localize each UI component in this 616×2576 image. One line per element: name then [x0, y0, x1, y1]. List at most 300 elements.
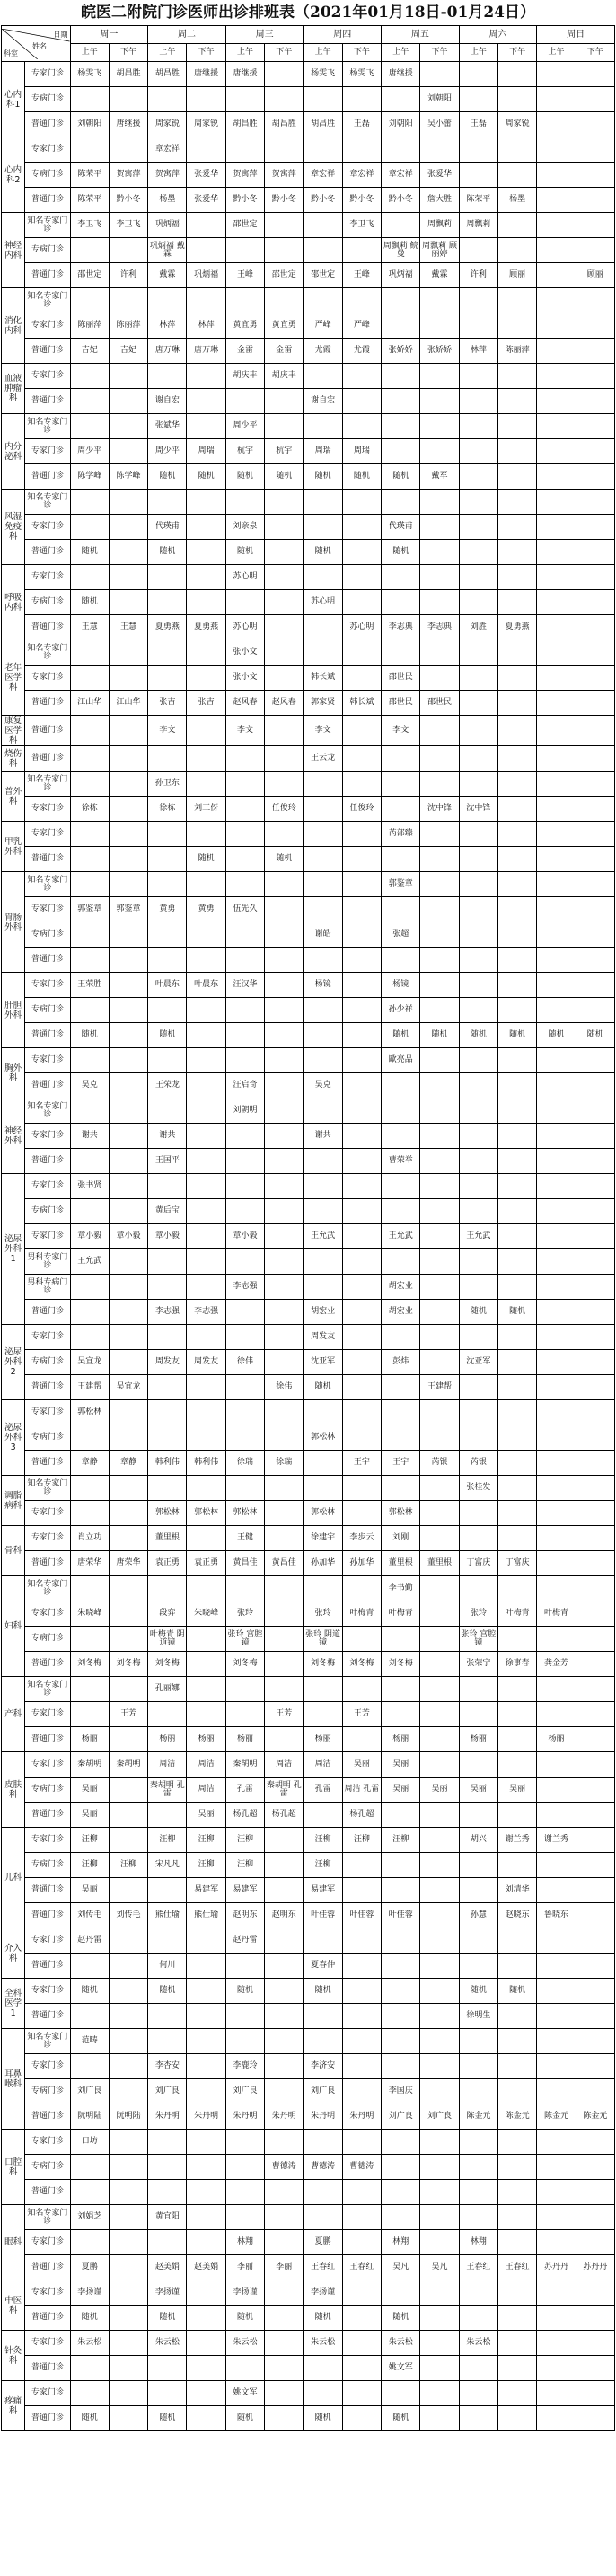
- schedule-cell: 秦胡明 孔雷: [148, 1778, 187, 1803]
- schedule-cell: 黄后宝: [148, 1199, 187, 1224]
- schedule-cell: [576, 1350, 614, 1375]
- half-day-header: 上午: [225, 44, 264, 62]
- schedule-cell: [304, 137, 342, 163]
- schedule-cell: [304, 2029, 342, 2054]
- schedule-cell: [342, 1249, 381, 1275]
- schedule-cell: 胡昌胜: [148, 62, 187, 87]
- schedule-cell: [187, 2356, 225, 2381]
- schedule-cell: [382, 1124, 420, 1149]
- schedule-cell: [304, 515, 342, 540]
- schedule-cell: [187, 1954, 225, 1979]
- schedule-cell: [148, 1375, 187, 1400]
- schedule-cell: 杨孔超: [225, 1803, 264, 1828]
- schedule-cell: 夏勇燕: [187, 615, 225, 640]
- schedule-cell: [70, 2230, 109, 2255]
- schedule-cell: 黄宜勇: [265, 313, 304, 339]
- schedule-cell: [576, 1853, 614, 1878]
- table-row: [2, 948, 615, 973]
- schedule-cell: 熊仕瑜: [187, 1903, 225, 1928]
- schedule-cell: 唐万琳: [187, 339, 225, 364]
- schedule-cell: [148, 2029, 187, 2054]
- schedule-cell: [459, 691, 497, 716]
- department-name: 介入科: [2, 1928, 25, 1979]
- schedule-cell: [459, 1174, 497, 1199]
- schedule-cell: 李文: [225, 716, 264, 746]
- schedule-cell: [420, 2079, 459, 2104]
- schedule-cell: [420, 1149, 459, 1174]
- schedule-cell: 芮银: [420, 1451, 459, 1476]
- schedule-cell: [109, 1803, 147, 1828]
- schedule-cell: [225, 1954, 264, 1979]
- schedule-cell: [576, 1878, 614, 1903]
- schedule-cell: 刘亲泉: [225, 515, 264, 540]
- schedule-cell: [420, 1199, 459, 1224]
- schedule-cell: [304, 2130, 342, 2155]
- schedule-cell: [382, 213, 420, 238]
- schedule-cell: [265, 1878, 304, 1903]
- schedule-cell: [420, 364, 459, 389]
- schedule-cell: 段弈: [148, 1601, 187, 1627]
- day-header: 周二: [148, 26, 226, 44]
- schedule-cell: 夏春仲: [304, 1954, 342, 1979]
- schedule-cell: 巩炳福: [382, 263, 420, 288]
- clinic-type: 普通门诊: [25, 1149, 70, 1174]
- schedule-cell: 刘传毛: [70, 1903, 109, 1928]
- schedule-cell: [497, 973, 536, 998]
- schedule-cell: [576, 1702, 614, 1727]
- schedule-cell: [459, 540, 497, 565]
- schedule-cell: 袁正勇: [187, 1551, 225, 1576]
- schedule-cell: 王允武: [70, 1249, 109, 1275]
- schedule-cell: 黔小冬: [225, 188, 264, 213]
- schedule-cell: 吴丽: [497, 1778, 536, 1803]
- schedule-cell: [420, 1526, 459, 1551]
- department-name: 皮肤科: [2, 1752, 25, 1828]
- department-name: 内分泌科: [2, 414, 25, 490]
- schedule-cell: [576, 2155, 614, 2180]
- schedule-cell: [459, 1853, 497, 1878]
- schedule-cell: 张爱华: [187, 163, 225, 188]
- schedule-cell: [459, 163, 497, 188]
- schedule-cell: [265, 565, 304, 590]
- schedule-cell: [420, 1073, 459, 1098]
- schedule-cell: [576, 847, 614, 872]
- schedule-cell: [576, 238, 614, 263]
- table-row: [2, 288, 615, 313]
- clinic-type: 普通门诊: [25, 716, 70, 746]
- schedule-table: [1, 25, 615, 2431]
- schedule-cell: [342, 1979, 381, 2004]
- schedule-cell: 徐栋: [70, 797, 109, 822]
- schedule-cell: [497, 2356, 536, 2381]
- schedule-cell: 巩炳福: [148, 213, 187, 238]
- schedule-cell: [576, 746, 614, 772]
- schedule-cell: 胡宏业: [304, 1300, 342, 1325]
- page-title: 皖医二附院门诊医师出诊排班表（2021年01月18日-01月24日）: [81, 4, 535, 22]
- schedule-cell: 黔小冬: [382, 188, 420, 213]
- clinic-type: 专家门诊: [25, 1526, 70, 1551]
- schedule-cell: 王春红: [342, 2255, 381, 2280]
- schedule-cell: [537, 973, 576, 998]
- schedule-cell: [497, 1702, 536, 1727]
- schedule-cell: [148, 1803, 187, 1828]
- schedule-cell: [459, 1073, 497, 1098]
- schedule-cell: [497, 1275, 536, 1300]
- schedule-cell: [382, 2280, 420, 2306]
- schedule-cell: 林翔: [225, 2230, 264, 2255]
- schedule-cell: 李志典: [382, 615, 420, 640]
- schedule-cell: [576, 922, 614, 948]
- schedule-cell: [497, 238, 536, 263]
- table-row: [2, 615, 615, 640]
- schedule-cell: 李志强: [148, 1300, 187, 1325]
- schedule-cell: [382, 2029, 420, 2054]
- schedule-cell: [497, 922, 536, 948]
- schedule-cell: [265, 1174, 304, 1199]
- schedule-cell: [265, 1350, 304, 1375]
- schedule-cell: 曹德涛: [265, 2155, 304, 2180]
- schedule-cell: 随机: [304, 2406, 342, 2431]
- schedule-cell: 随机: [225, 540, 264, 565]
- schedule-cell: [109, 2130, 147, 2155]
- schedule-cell: 李鹿玲: [225, 2054, 264, 2079]
- schedule-cell: [109, 1249, 147, 1275]
- schedule-cell: [109, 2079, 147, 2104]
- schedule-cell: [420, 540, 459, 565]
- schedule-cell: 朱云松: [225, 2331, 264, 2356]
- schedule-cell: [382, 1627, 420, 1652]
- schedule-cell: [70, 288, 109, 313]
- schedule-cell: [497, 1350, 536, 1375]
- schedule-cell: 胡宏业: [382, 1300, 420, 1325]
- table-row: [2, 2356, 615, 2381]
- schedule-cell: 汪柳: [187, 1828, 225, 1853]
- schedule-cell: 张小文: [225, 666, 264, 691]
- schedule-cell: [576, 590, 614, 615]
- schedule-cell: [497, 716, 536, 746]
- schedule-cell: 唐继援: [382, 62, 420, 87]
- schedule-cell: [537, 2306, 576, 2331]
- schedule-cell: [382, 1878, 420, 1903]
- schedule-cell: [459, 666, 497, 691]
- schedule-cell: 随机: [70, 2306, 109, 2331]
- schedule-cell: 杨丽: [304, 1727, 342, 1752]
- schedule-cell: [304, 822, 342, 847]
- schedule-cell: 江山华: [70, 691, 109, 716]
- schedule-cell: [576, 389, 614, 414]
- half-day-header: 下午: [420, 44, 459, 62]
- schedule-cell: [225, 1576, 264, 1601]
- schedule-cell: [459, 822, 497, 847]
- schedule-cell: [342, 922, 381, 948]
- schedule-cell: [459, 1576, 497, 1601]
- schedule-cell: 随机: [576, 1023, 614, 1048]
- schedule-cell: [187, 2205, 225, 2230]
- schedule-cell: [537, 1124, 576, 1149]
- schedule-cell: 孙加华: [304, 1551, 342, 1576]
- schedule-cell: [537, 2079, 576, 2104]
- schedule-cell: [187, 716, 225, 746]
- schedule-cell: [537, 998, 576, 1023]
- schedule-cell: 肖立功: [70, 1526, 109, 1551]
- schedule-cell: [109, 1954, 147, 1979]
- schedule-cell: 随机: [187, 464, 225, 490]
- table-row: [2, 1249, 615, 1275]
- schedule-cell: [265, 1727, 304, 1752]
- schedule-cell: [187, 565, 225, 590]
- table-row: [2, 590, 615, 615]
- schedule-cell: 林翔: [382, 2230, 420, 2255]
- schedule-cell: 汪柳: [304, 1828, 342, 1853]
- schedule-cell: 吴宜龙: [109, 1375, 147, 1400]
- clinic-type: 专病门诊: [25, 2079, 70, 2104]
- department-name: 骨科: [2, 1526, 25, 1576]
- schedule-cell: [109, 872, 147, 897]
- clinic-type: 普通门诊: [25, 2004, 70, 2029]
- schedule-cell: 李书勤: [382, 1576, 420, 1601]
- clinic-type: 专病门诊: [25, 1350, 70, 1375]
- schedule-cell: 郭鉴章: [70, 897, 109, 922]
- schedule-cell: [459, 1954, 497, 1979]
- schedule-cell: 董里根: [420, 1551, 459, 1576]
- schedule-cell: 金雷: [225, 339, 264, 364]
- schedule-cell: 张娇娇: [420, 339, 459, 364]
- schedule-cell: [342, 2356, 381, 2381]
- schedule-cell: [187, 2029, 225, 2054]
- schedule-cell: [576, 1526, 614, 1551]
- clinic-type: 专家门诊: [25, 2054, 70, 2079]
- schedule-cell: [537, 2406, 576, 2431]
- schedule-cell: [382, 772, 420, 797]
- schedule-cell: [109, 1601, 147, 1627]
- schedule-cell: [420, 2331, 459, 2356]
- schedule-cell: [187, 998, 225, 1023]
- schedule-cell: 王峰: [342, 263, 381, 288]
- schedule-cell: 胡昌胜: [304, 112, 342, 137]
- schedule-cell: 唐荣华: [70, 1551, 109, 1576]
- schedule-cell: [420, 2356, 459, 2381]
- schedule-cell: [537, 2004, 576, 2029]
- schedule-cell: [109, 1828, 147, 1853]
- schedule-cell: 随机: [304, 540, 342, 565]
- schedule-cell: [187, 872, 225, 897]
- schedule-cell: [342, 540, 381, 565]
- schedule-cell: [576, 1124, 614, 1149]
- schedule-cell: [420, 1174, 459, 1199]
- schedule-cell: 孙少祥: [382, 998, 420, 1023]
- half-day-header: 上午: [537, 44, 576, 62]
- schedule-cell: [109, 2381, 147, 2406]
- schedule-cell: [382, 1249, 420, 1275]
- schedule-cell: [576, 490, 614, 515]
- schedule-cell: [109, 1928, 147, 1954]
- schedule-cell: [187, 1627, 225, 1652]
- schedule-cell: [382, 389, 420, 414]
- schedule-cell: [109, 1778, 147, 1803]
- schedule-cell: [109, 948, 147, 973]
- schedule-cell: 王国平: [148, 1149, 187, 1174]
- table-row: [2, 1903, 615, 1928]
- department-name: 儿科: [2, 1828, 25, 1928]
- schedule-cell: 李卫飞: [109, 213, 147, 238]
- schedule-cell: [187, 2079, 225, 2104]
- schedule-cell: 周飘莉: [459, 213, 497, 238]
- schedule-cell: [109, 2406, 147, 2431]
- schedule-cell: 汪柳: [225, 1853, 264, 1878]
- schedule-cell: [342, 1727, 381, 1752]
- schedule-cell: 随机: [265, 464, 304, 490]
- table-row: [2, 1853, 615, 1878]
- schedule-cell: 熊仕瑜: [148, 1903, 187, 1928]
- schedule-cell: [537, 1350, 576, 1375]
- schedule-cell: [420, 2306, 459, 2331]
- schedule-cell: [70, 2054, 109, 2079]
- schedule-cell: [420, 1576, 459, 1601]
- schedule-cell: [187, 1375, 225, 1400]
- schedule-cell: [537, 1878, 576, 1903]
- schedule-cell: [265, 1199, 304, 1224]
- schedule-cell: 孙慧: [459, 1903, 497, 1928]
- clinic-type: 专家门诊: [25, 1928, 70, 1954]
- table-row: [2, 1174, 615, 1199]
- schedule-cell: [187, 1149, 225, 1174]
- schedule-cell: [265, 2230, 304, 2255]
- schedule-cell: [187, 1073, 225, 1098]
- schedule-cell: [342, 490, 381, 515]
- schedule-cell: 黔小冬: [265, 188, 304, 213]
- schedule-cell: [497, 1677, 536, 1702]
- schedule-cell: [109, 439, 147, 464]
- schedule-cell: [304, 87, 342, 112]
- schedule-cell: [537, 1476, 576, 1501]
- schedule-cell: [304, 1023, 342, 1048]
- schedule-cell: [576, 1778, 614, 1803]
- clinic-type: 普通门诊: [25, 1300, 70, 1325]
- schedule-cell: [497, 1752, 536, 1778]
- clinic-type: 专家门诊: [25, 1979, 70, 2004]
- schedule-cell: [459, 1702, 497, 1727]
- clinic-type: 知名专家门诊: [25, 213, 70, 238]
- schedule-cell: 刘清华: [497, 1878, 536, 1903]
- schedule-cell: [265, 640, 304, 666]
- schedule-cell: [497, 1476, 536, 1501]
- schedule-cell: 随机: [382, 1023, 420, 1048]
- schedule-cell: [576, 973, 614, 998]
- schedule-cell: [265, 1627, 304, 1652]
- schedule-cell: [187, 2180, 225, 2205]
- schedule-cell: [537, 1073, 576, 1098]
- schedule-cell: 汪柳: [109, 1853, 147, 1878]
- clinic-type: 专家门诊: [25, 797, 70, 822]
- schedule-cell: 周飘莉 鲩曼: [382, 238, 420, 263]
- schedule-cell: [497, 897, 536, 922]
- schedule-cell: 王健: [225, 1526, 264, 1551]
- schedule-cell: [342, 137, 381, 163]
- day-header: 周五: [382, 26, 460, 44]
- schedule-cell: [225, 1400, 264, 1425]
- schedule-cell: [576, 948, 614, 973]
- schedule-cell: [459, 998, 497, 1023]
- schedule-cell: 随机: [304, 2306, 342, 2331]
- schedule-cell: [109, 1476, 147, 1501]
- schedule-cell: [304, 1098, 342, 1124]
- table-row: [2, 2004, 615, 2029]
- day-header: 周一: [70, 26, 148, 44]
- schedule-cell: 汪汉华: [225, 973, 264, 998]
- schedule-cell: [304, 1677, 342, 1702]
- schedule-cell: 周瑞: [342, 439, 381, 464]
- schedule-cell: [497, 540, 536, 565]
- schedule-cell: [109, 640, 147, 666]
- schedule-cell: [109, 922, 147, 948]
- schedule-cell: [265, 666, 304, 691]
- schedule-cell: [148, 948, 187, 973]
- schedule-cell: 谢皓: [304, 922, 342, 948]
- schedule-cell: [459, 1928, 497, 1954]
- schedule-cell: [537, 2029, 576, 2054]
- schedule-cell: [148, 2356, 187, 2381]
- schedule-cell: [576, 2356, 614, 2381]
- schedule-cell: 王芳: [265, 1702, 304, 1727]
- table-row: [2, 1702, 615, 1727]
- schedule-cell: [382, 2155, 420, 2180]
- schedule-cell: 随机: [342, 464, 381, 490]
- clinic-type: 普通门诊: [25, 1727, 70, 1752]
- table-row: [2, 2155, 615, 2180]
- schedule-cell: [420, 1878, 459, 1903]
- schedule-cell: 郭鉴章: [109, 897, 147, 922]
- schedule-cell: 沈中锋: [459, 797, 497, 822]
- schedule-cell: [225, 1425, 264, 1451]
- department-name: 泌尿外科1: [2, 1174, 25, 1325]
- schedule-cell: 夏鹏: [304, 2230, 342, 2255]
- table-row: [2, 62, 615, 87]
- schedule-cell: [304, 1928, 342, 1954]
- half-day-header: 上午: [148, 44, 187, 62]
- schedule-cell: [70, 1425, 109, 1451]
- schedule-cell: 周瑞: [304, 439, 342, 464]
- schedule-cell: [148, 1098, 187, 1124]
- schedule-cell: 苏心明: [342, 615, 381, 640]
- schedule-cell: [265, 746, 304, 772]
- schedule-cell: 随机: [70, 590, 109, 615]
- schedule-cell: [576, 1601, 614, 1627]
- schedule-cell: [265, 1224, 304, 1249]
- schedule-cell: [109, 288, 147, 313]
- schedule-cell: 赵风春: [225, 691, 264, 716]
- schedule-cell: 吉妃: [70, 339, 109, 364]
- table-row: [2, 2406, 615, 2431]
- schedule-cell: [225, 948, 264, 973]
- schedule-cell: [187, 2155, 225, 2180]
- schedule-cell: [382, 1325, 420, 1350]
- schedule-cell: [109, 2054, 147, 2079]
- department-name: 针灸科: [2, 2331, 25, 2381]
- clinic-type: 男科专家门诊: [25, 1249, 70, 1275]
- schedule-cell: 叶梅青 阴道镜: [148, 1627, 187, 1652]
- schedule-cell: 随机: [382, 540, 420, 565]
- department-name: 风湿免疫科: [2, 490, 25, 565]
- schedule-cell: 李济安: [304, 2054, 342, 2079]
- schedule-cell: [304, 1576, 342, 1601]
- schedule-cell: 刘冬梅: [382, 1652, 420, 1677]
- schedule-cell: [382, 640, 420, 666]
- schedule-cell: [576, 364, 614, 389]
- schedule-cell: [187, 213, 225, 238]
- schedule-cell: [109, 1325, 147, 1350]
- schedule-cell: [420, 948, 459, 973]
- schedule-cell: [148, 746, 187, 772]
